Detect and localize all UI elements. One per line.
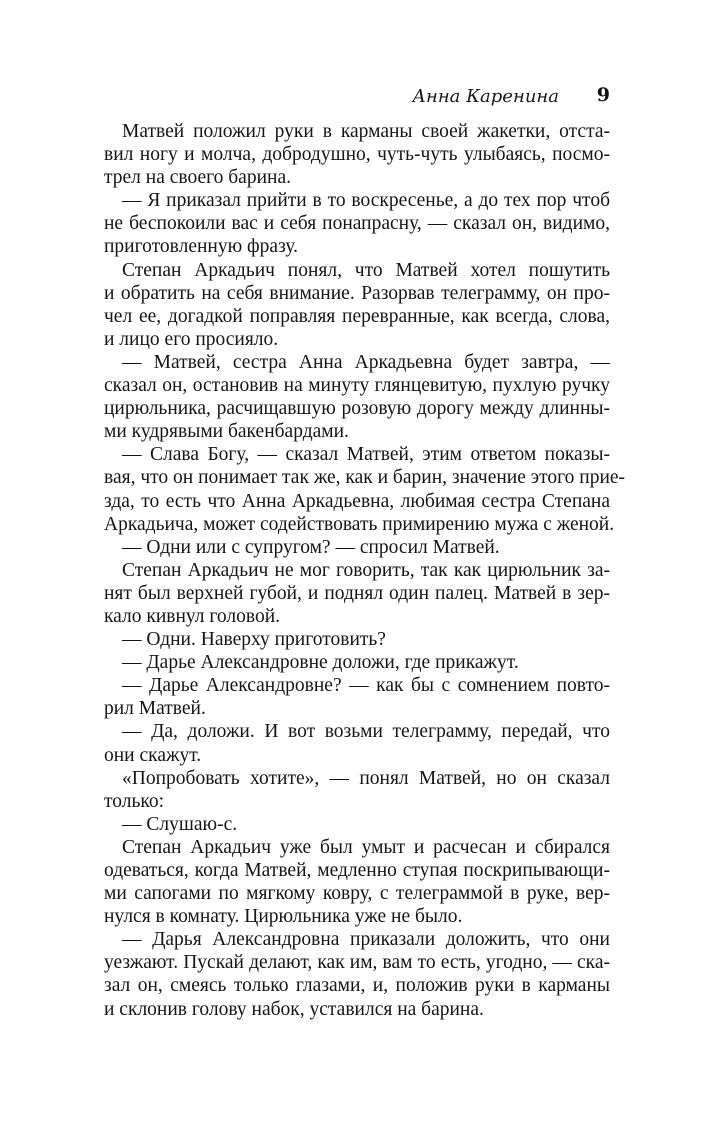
page-number: 9	[596, 84, 610, 106]
text-line: — Слушаю-с.	[122, 813, 238, 835]
paragraph	[104, 189, 610, 258]
text-line: — Да, доложи. И вот возьми телеграмму, передай, что	[122, 721, 610, 743]
running-header	[104, 80, 610, 112]
text-line: зал он, смеясь только глазами, и, положив руки в карманы	[104, 975, 610, 997]
text-line: и обратить на себя внимание. Разорвав телеграмму, он про-	[104, 282, 610, 304]
paragraph	[104, 674, 610, 720]
text-line: не беспокоили вас и себя понапрасну, — сказал он, видимо,	[104, 213, 610, 235]
paragraph	[104, 651, 610, 674]
text-line: — Дарья Александровна приказали доложить, что они	[122, 929, 610, 951]
text-line: — Дарье Александровне? — как бы с сомнением повто-	[122, 675, 610, 697]
paragraph	[104, 813, 610, 836]
paragraph	[104, 536, 610, 559]
text-line: — Одни или с супругом? — спросил Матвей.	[122, 536, 500, 558]
paragraph	[104, 120, 610, 189]
paragraph	[104, 351, 610, 443]
text-line: вая, что он понимает так же, как и барин, значение этого прие-	[104, 467, 626, 489]
text-line: нят был верхней губой, и поднял один палец. Матвей в зер-	[104, 582, 610, 604]
text-line: вил ногу и молча, добродушно, чуть-чуть улыбаясь, посмо-	[104, 144, 610, 166]
text-line: ми сапогами по мягкому ковру, с телеграммой в руке, вер-	[104, 883, 610, 905]
body-text	[104, 120, 626, 1021]
text-line: Аркадьича, может содействовать примирению мужа с женой.	[104, 513, 615, 535]
text-line: и склонив голову набок, уставился на барина.	[104, 998, 484, 1020]
text-line: только:	[104, 790, 165, 812]
text-line: «Попробовать хотите», — понял Матвей, но он сказал	[122, 767, 610, 789]
paragraph	[104, 443, 626, 535]
text-line: чел ее, догадкой поправляя перевранные, как всегда, слова,	[104, 305, 610, 327]
text-line: трел на своего барина.	[104, 167, 291, 189]
text-line: зда, то есть что Анна Аркадьевна, любимая сестра Степана	[104, 490, 610, 512]
paragraph	[104, 928, 610, 1020]
text-line: уезжают. Пускай делают, как им, вам то есть, угодно, — ска-	[104, 952, 610, 974]
text-line: они скажут.	[104, 744, 202, 766]
paragraph	[104, 836, 610, 928]
text-line: — Одни. Наверху приготовить?	[122, 629, 386, 651]
paragraph	[104, 767, 610, 813]
text-line: рил Матвей.	[104, 698, 206, 720]
text-line: — Я приказал прийти в то воскресенье, а до тех пор чтоб	[122, 190, 610, 212]
running-title: Анна Каренина	[412, 86, 559, 107]
text-line: приготовленную фразу.	[104, 236, 299, 258]
text-line: цирюльника, расчищавшую розовую дорогу между длинны-	[104, 398, 610, 420]
text-line: — Матвей, сестра Анна Аркадьевна будет завтра, —	[122, 351, 610, 373]
text-line: и лицо его просияло.	[104, 328, 279, 350]
text-line: — Слава Богу, — сказал Матвей, этим ответом показы-	[122, 444, 610, 466]
paragraph	[104, 259, 610, 351]
text-line: Матвей положил руки в карманы своей жакетки, отста-	[122, 121, 610, 142]
text-line: Степан Аркадьич не мог говорить, так как цирюльник за-	[122, 559, 610, 581]
text-line: ми кудрявыми бакенбардами.	[104, 421, 349, 443]
text-line: одеваться, когда Матвей, медленно ступая поскрипывающи-	[104, 860, 610, 881]
text-line: кало кивнул головой.	[104, 605, 281, 627]
text-line: сказал он, остановив на минуту глянцевитую, пухлую ручку	[104, 375, 610, 397]
paragraph	[104, 559, 610, 628]
text-line: Степан Аркадьич уже был умыт и расчесан и сбирался	[122, 836, 610, 858]
paragraph	[104, 720, 610, 766]
text-line: нулся в комнату. Цирюльника уже не было.	[104, 906, 463, 928]
paragraph	[104, 628, 610, 651]
text-line: — Дарье Александровне доложи, где прикажут.	[122, 652, 519, 674]
text-line: Степан Аркадьич понял, что Матвей хотел пошутить	[122, 259, 610, 281]
